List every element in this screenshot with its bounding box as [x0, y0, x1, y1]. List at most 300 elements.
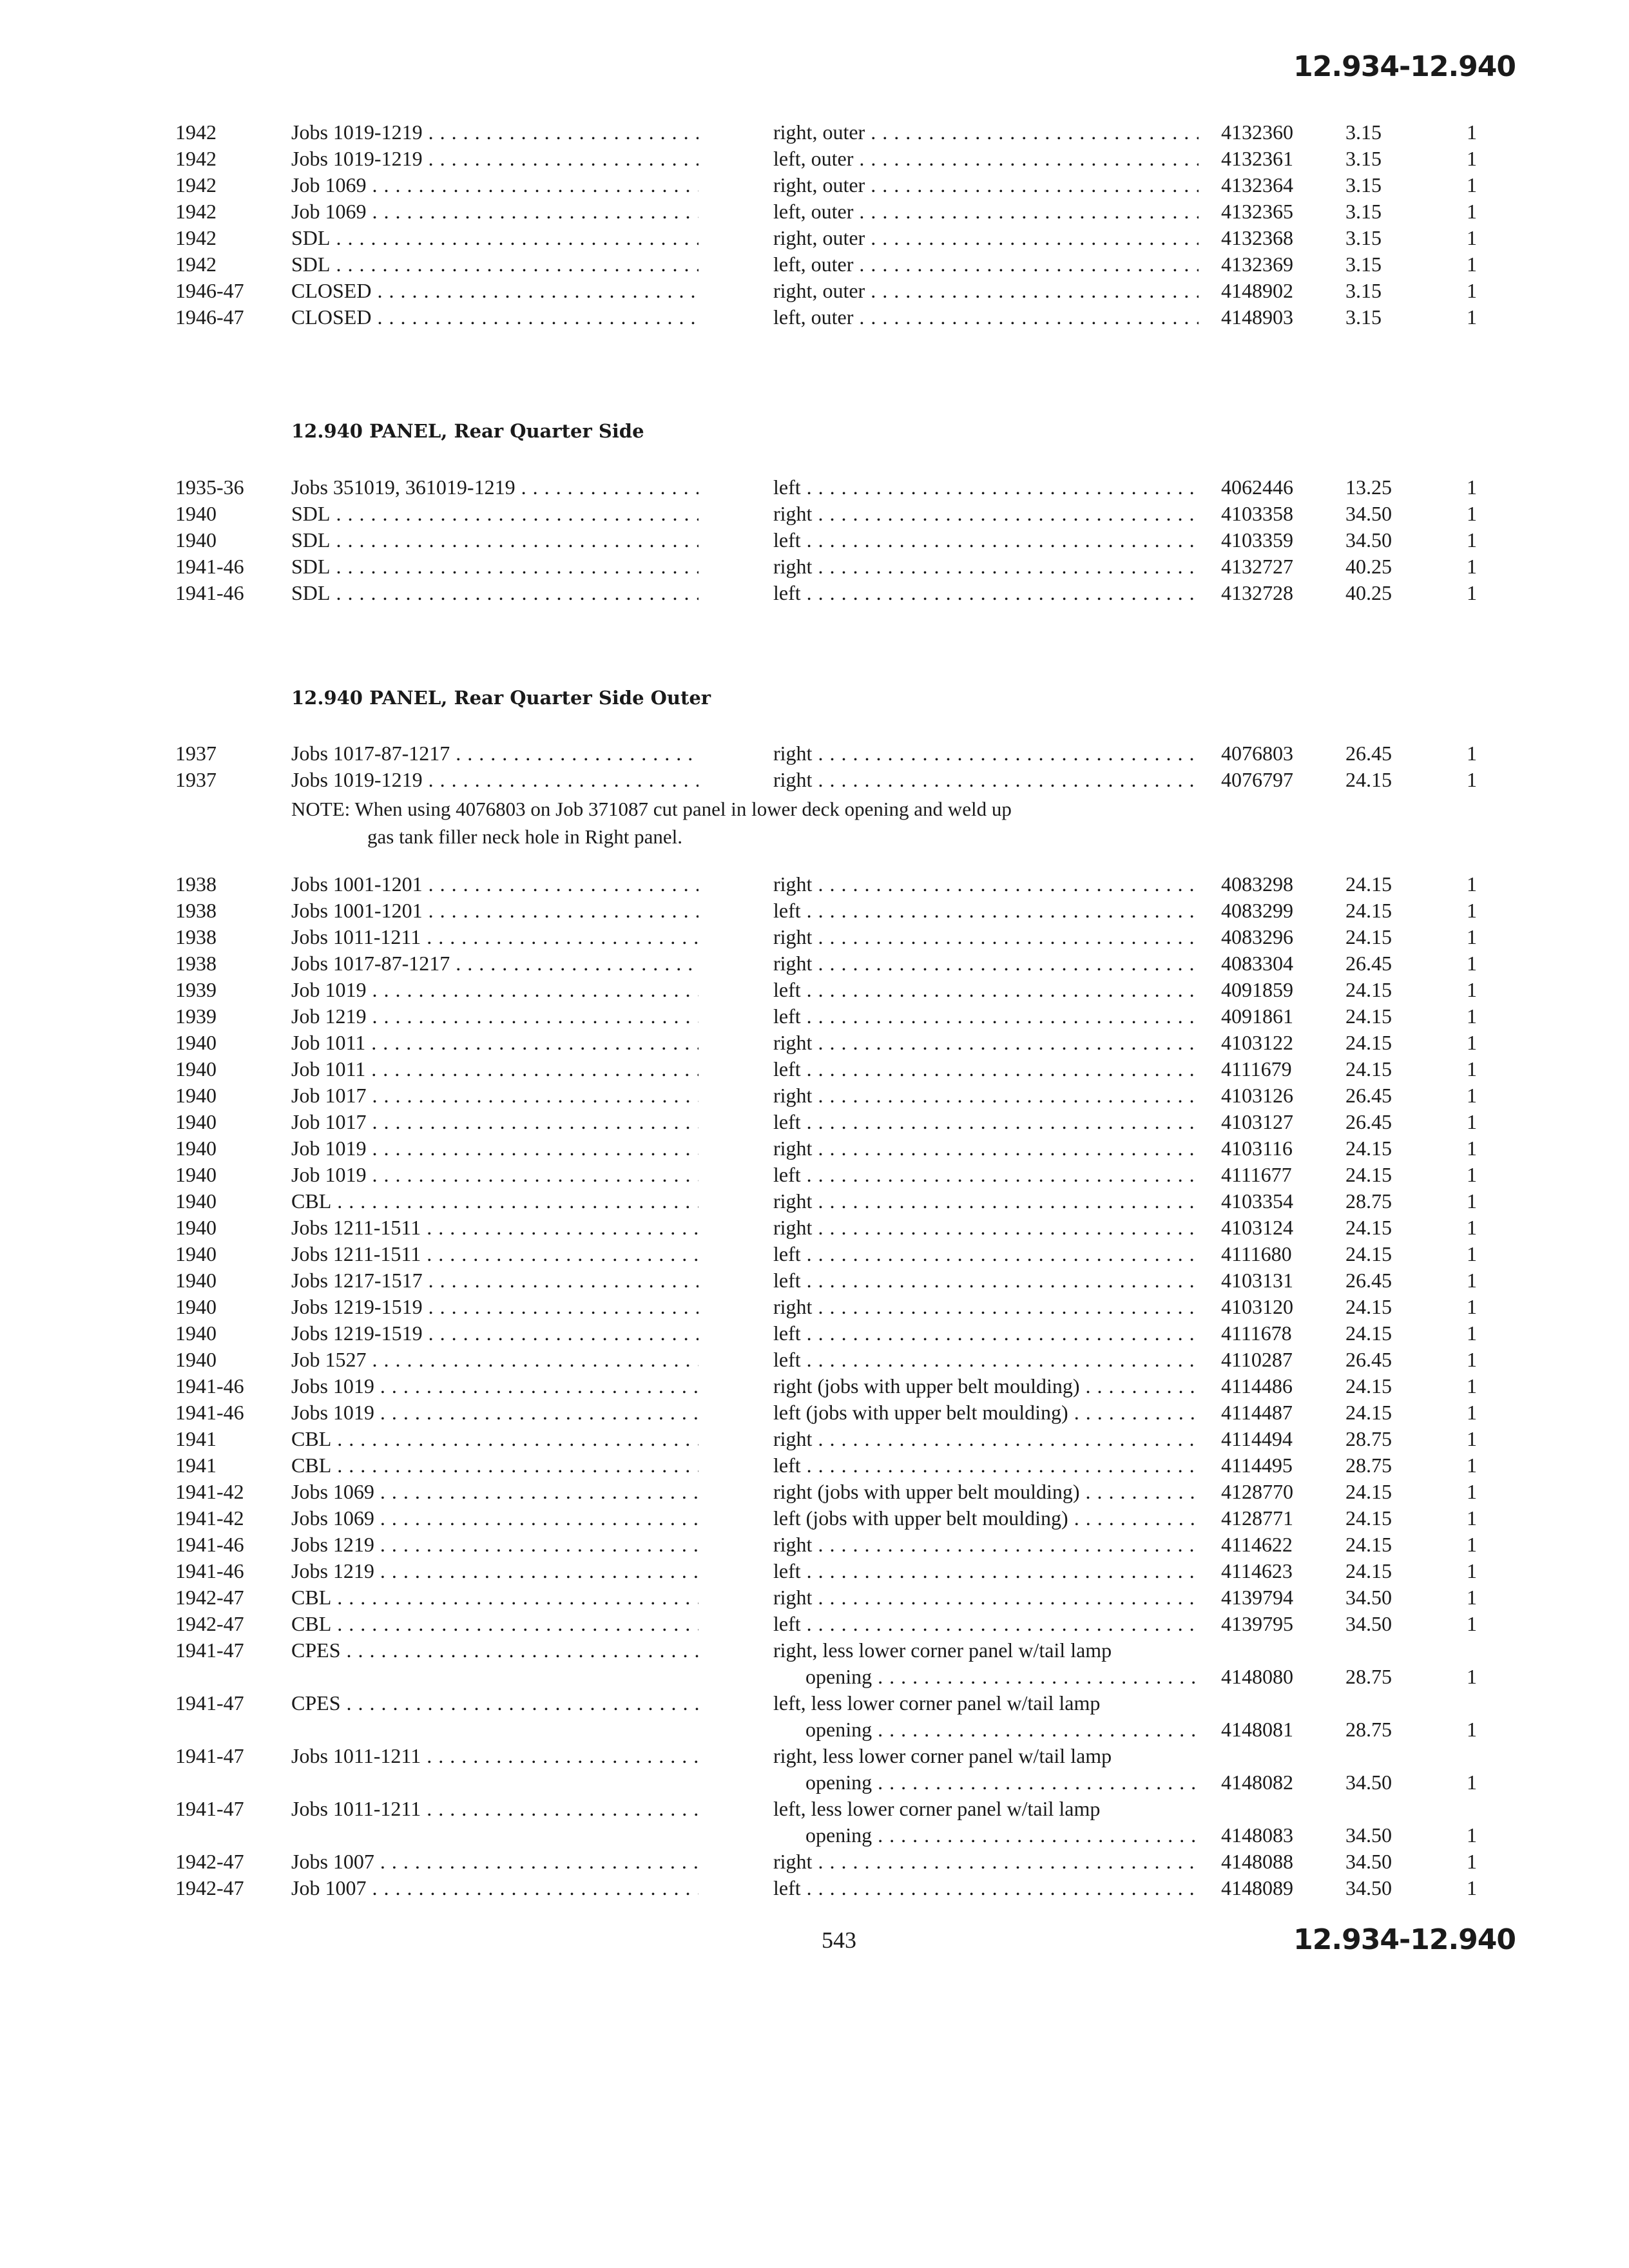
description-cell: left . . .: [773, 977, 1199, 1003]
page-header-code: 12.934-12.940: [1293, 50, 1516, 83]
description-line-1: right, less lower corner panel w/tail lamp: [773, 1639, 1112, 1662]
table-row: [0, 1162, 1629, 1188]
part-number-cell: 4148089: [1221, 1876, 1293, 1899]
job-cell: CBL . . .: [291, 1611, 699, 1637]
year-cell: 1940: [175, 1084, 217, 1107]
parts-table-rear-quarter-side-outer-d: [0, 1849, 1629, 1901]
part-number-cell: 4103354: [1221, 1189, 1293, 1213]
quantity-cell: 1: [1467, 925, 1477, 948]
quantity-cell: 1: [1467, 476, 1477, 499]
part-number-cell: 4083304: [1221, 952, 1293, 975]
page-number: 543: [822, 1927, 856, 1953]
description-cell: left, outer . . .: [773, 146, 1199, 172]
table-row: [0, 198, 1629, 225]
year-cell: 1942-47: [175, 1612, 244, 1635]
year-cell: 1938: [175, 952, 217, 975]
job-cell: Jobs 1019-1219 . . .: [291, 146, 699, 172]
description-cell: left . . .: [773, 898, 1199, 924]
table-row: [0, 1558, 1629, 1584]
part-number-cell: 4132365: [1221, 200, 1293, 223]
quantity-cell: 1: [1467, 120, 1477, 144]
table-row: [0, 1399, 1629, 1426]
quantity-cell: 1: [1467, 1269, 1477, 1292]
job-cell: Jobs 1011-1211 . . .: [291, 1743, 699, 1769]
job-cell: Jobs 1011-1211 . . .: [291, 924, 699, 950]
price-cell: 24.15: [1345, 899, 1392, 922]
job-cell: Jobs 1019-1219 . . .: [291, 119, 699, 146]
description-cell: right (jobs with upper belt moulding) . . .: [773, 1373, 1199, 1399]
description-cell: right, outer . . .: [773, 225, 1199, 251]
job-cell: Jobs 1019 . . .: [291, 1373, 699, 1399]
table-row: [0, 251, 1629, 278]
table-row: [0, 278, 1629, 304]
year-cell: 1937: [175, 742, 217, 765]
price-cell: 24.15: [1345, 1374, 1392, 1398]
parts-table-top: [0, 119, 1629, 331]
table-row: [0, 553, 1629, 580]
section-title-rear-quarter-side: 12.940 PANEL, Rear Quarter Side: [291, 420, 644, 442]
description-cell: left . . .: [773, 1241, 1199, 1267]
quantity-cell: 1: [1467, 1876, 1477, 1899]
job-cell: CBL . . .: [291, 1584, 699, 1611]
year-cell: 1937: [175, 768, 217, 791]
price-cell: 3.15: [1345, 120, 1382, 144]
description-cell: right, outer . . .: [773, 119, 1199, 146]
description-cell: [773, 1637, 1199, 1690]
year-cell: 1938: [175, 872, 217, 896]
quantity-cell: 1: [1467, 872, 1477, 896]
price-cell: 24.15: [1345, 1559, 1392, 1582]
year-cell: 1941-47: [175, 1797, 244, 1820]
description-cell: right . . .: [773, 740, 1199, 767]
job-cell: SDL . . .: [291, 501, 699, 527]
year-cell: 1939: [175, 1004, 217, 1028]
description-cell: left . . .: [773, 1320, 1199, 1347]
job-cell: Jobs 1069 . . .: [291, 1505, 699, 1532]
description-cell: right . . .: [773, 1584, 1199, 1611]
job-cell: Jobs 1017-87-1217 . . .: [291, 740, 699, 767]
year-cell: 1942: [175, 226, 217, 249]
table-row: [0, 1452, 1629, 1479]
part-number-cell: 4103358: [1221, 502, 1293, 525]
description-cell: right . . .: [773, 1082, 1199, 1109]
table-row: [0, 225, 1629, 251]
quantity-cell: 1: [1467, 1612, 1477, 1635]
description-line-1: left, less lower corner panel w/tail lamp: [773, 1691, 1101, 1715]
job-cell: CPES . . .: [291, 1690, 699, 1716]
description-cell: left . . .: [773, 527, 1199, 553]
part-number-cell: 4148082: [1221, 1771, 1293, 1794]
table-row: [0, 1056, 1629, 1082]
price-cell: 3.15: [1345, 200, 1382, 223]
table-row: [0, 1347, 1629, 1373]
job-cell: Jobs 1001-1201 . . .: [291, 871, 699, 898]
quantity-cell: 1: [1467, 1295, 1477, 1318]
part-number-cell: 4062446: [1221, 476, 1293, 499]
quantity-cell: 1: [1467, 1242, 1477, 1265]
price-cell: 34.50: [1345, 1586, 1392, 1609]
job-cell: CBL . . .: [291, 1188, 699, 1215]
part-number-cell: 4103126: [1221, 1084, 1293, 1107]
part-number-cell: 4103359: [1221, 528, 1293, 552]
quantity-cell: 1: [1467, 1057, 1477, 1081]
quantity-cell: 1: [1467, 581, 1477, 604]
table-row: [0, 1082, 1629, 1109]
part-number-cell: 4111678: [1221, 1321, 1292, 1345]
job-cell: Job 1011 . . .: [291, 1030, 699, 1056]
quantity-cell: 1: [1467, 1163, 1477, 1186]
job-cell: Job 1017 . . .: [291, 1082, 699, 1109]
year-cell: 1941-46: [175, 1559, 244, 1582]
job-cell: SDL . . .: [291, 225, 699, 251]
price-cell: 3.15: [1345, 305, 1382, 329]
table-row: [0, 172, 1629, 198]
year-cell: 1938: [175, 899, 217, 922]
quantity-cell: 1: [1467, 768, 1477, 791]
year-cell: 1942: [175, 200, 217, 223]
job-cell: CPES . . .: [291, 1637, 699, 1664]
quantity-cell: 1: [1467, 978, 1477, 1001]
year-cell: 1940: [175, 1269, 217, 1292]
description-cell: left . . .: [773, 1347, 1199, 1373]
part-number-cell: 4132727: [1221, 555, 1293, 578]
price-cell: 3.15: [1345, 279, 1382, 302]
price-cell: 3.15: [1345, 253, 1382, 276]
part-number-cell: 4114622: [1221, 1533, 1293, 1556]
price-cell: 24.15: [1345, 1533, 1392, 1556]
quantity-cell: 1: [1467, 1559, 1477, 1582]
part-number-cell: 4114487: [1221, 1401, 1293, 1424]
job-cell: CLOSED . . .: [291, 304, 699, 331]
part-number-cell: 4148080: [1221, 1665, 1293, 1688]
description-cell: right . . .: [773, 924, 1199, 950]
quantity-cell: 1: [1467, 1084, 1477, 1107]
price-cell: 34.50: [1345, 1612, 1392, 1635]
table-row: [0, 1030, 1629, 1056]
table-row: [0, 977, 1629, 1003]
price-cell: 24.15: [1345, 1295, 1392, 1318]
description-cell: [773, 1690, 1199, 1743]
year-cell: 1942-47: [175, 1876, 244, 1899]
page-footer-code: 12.934-12.940: [1293, 1923, 1516, 1956]
job-cell: Jobs 1211-1511 . . .: [291, 1215, 699, 1241]
quantity-cell: 1: [1467, 1718, 1477, 1741]
price-cell: 24.15: [1345, 1480, 1392, 1503]
description-cell: right . . .: [773, 1294, 1199, 1320]
description-cell: right . . .: [773, 1532, 1199, 1558]
part-number-cell: 4103122: [1221, 1031, 1293, 1054]
price-cell: 3.15: [1345, 173, 1382, 197]
description-line-2: opening . . .: [773, 1664, 1199, 1690]
quantity-cell: 1: [1467, 952, 1477, 975]
description-cell: left (jobs with upper belt moulding) . . .: [773, 1399, 1199, 1426]
description-cell: right . . .: [773, 553, 1199, 580]
year-cell: 1941-46: [175, 1401, 244, 1424]
description-cell: left . . .: [773, 1003, 1199, 1030]
table-row: [0, 924, 1629, 950]
quantity-cell: 1: [1467, 502, 1477, 525]
table-row: [0, 1294, 1629, 1320]
quantity-cell: 1: [1467, 1850, 1477, 1873]
price-cell: 26.45: [1345, 952, 1392, 975]
job-cell: CBL . . .: [291, 1452, 699, 1479]
price-cell: 3.15: [1345, 226, 1382, 249]
job-cell: Job 1019 . . .: [291, 1162, 699, 1188]
quantity-cell: 1: [1467, 173, 1477, 197]
description-cell: left . . .: [773, 1558, 1199, 1584]
quantity-cell: 1: [1467, 1031, 1477, 1054]
year-cell: 1940: [175, 1242, 217, 1265]
part-number-cell: 4076803: [1221, 742, 1293, 765]
price-cell: 13.25: [1345, 476, 1392, 499]
part-number-cell: 4139795: [1221, 1612, 1293, 1635]
price-cell: 26.45: [1345, 1269, 1392, 1292]
year-cell: 1941-42: [175, 1506, 244, 1530]
quantity-cell: 1: [1467, 1771, 1477, 1794]
job-cell: CLOSED . . .: [291, 278, 699, 304]
quantity-cell: 1: [1467, 555, 1477, 578]
description-cell: left . . .: [773, 1162, 1199, 1188]
quantity-cell: 1: [1467, 1321, 1477, 1345]
part-number-cell: 4076797: [1221, 768, 1293, 791]
part-number-cell: 4083299: [1221, 899, 1293, 922]
job-cell: Job 1017 . . .: [291, 1109, 699, 1135]
quantity-cell: 1: [1467, 1110, 1477, 1133]
description-cell: right . . .: [773, 1135, 1199, 1162]
part-number-cell: 4103127: [1221, 1110, 1293, 1133]
parts-table-rear-quarter-side-outer-a: [0, 740, 1629, 793]
part-number-cell: 4114486: [1221, 1374, 1293, 1398]
year-cell: 1940: [175, 502, 217, 525]
year-cell: 1941-47: [175, 1639, 244, 1662]
table-row: [0, 1267, 1629, 1294]
year-cell: 1940: [175, 1189, 217, 1213]
part-number-cell: 4103116: [1221, 1137, 1293, 1160]
part-number-cell: 4128770: [1221, 1480, 1293, 1503]
part-number-cell: 4148902: [1221, 279, 1293, 302]
year-cell: 1940: [175, 1137, 217, 1160]
description-line-1: left, less lower corner panel w/tail lamp: [773, 1797, 1101, 1820]
price-cell: 34.50: [1345, 1771, 1392, 1794]
quantity-cell: 1: [1467, 253, 1477, 276]
quantity-cell: 1: [1467, 1004, 1477, 1028]
part-number-cell: 4103131: [1221, 1269, 1293, 1292]
job-cell: Job 1007 . . .: [291, 1875, 699, 1901]
table-row: [0, 1003, 1629, 1030]
table-row: [0, 1690, 1629, 1743]
job-cell: Jobs 1211-1511 . . .: [291, 1241, 699, 1267]
job-cell: Jobs 1011-1211 . . .: [291, 1796, 699, 1822]
price-cell: 40.25: [1345, 555, 1392, 578]
job-cell: Jobs 1007 . . .: [291, 1849, 699, 1875]
year-cell: 1940: [175, 1348, 217, 1371]
part-number-cell: 4128771: [1221, 1506, 1293, 1530]
quantity-cell: 1: [1467, 279, 1477, 302]
quantity-cell: 1: [1467, 1137, 1477, 1160]
note-block: [0, 795, 1213, 850]
table-row: [0, 527, 1629, 553]
part-number-cell: 4111677: [1221, 1163, 1292, 1186]
description-cell: left . . .: [773, 580, 1199, 606]
description-cell: left . . .: [773, 1875, 1199, 1901]
description-cell: left, outer . . .: [773, 198, 1199, 225]
price-cell: 24.15: [1345, 872, 1392, 896]
job-cell: Job 1019 . . .: [291, 1135, 699, 1162]
year-cell: 1938: [175, 925, 217, 948]
part-number-cell: 4091859: [1221, 978, 1293, 1001]
price-cell: 3.15: [1345, 147, 1382, 170]
job-cell: Jobs 1019 . . .: [291, 1399, 699, 1426]
description-cell: left . . .: [773, 1611, 1199, 1637]
part-number-cell: 4091861: [1221, 1004, 1293, 1028]
quantity-cell: 1: [1467, 1665, 1477, 1688]
job-cell: Job 1069 . . .: [291, 198, 699, 225]
quantity-cell: 1: [1467, 742, 1477, 765]
table-row: [0, 304, 1629, 331]
description-cell: left, outer . . .: [773, 304, 1199, 331]
year-cell: 1942-47: [175, 1586, 244, 1609]
description-line-2: opening . . .: [773, 1716, 1199, 1743]
parts-table-rear-quarter-side-outer-b: [0, 871, 1629, 1637]
price-cell: 24.15: [1345, 1163, 1392, 1186]
price-cell: 24.15: [1345, 1321, 1392, 1345]
table-row: [0, 950, 1629, 977]
description-cell: right . . .: [773, 1215, 1199, 1241]
price-cell: 28.75: [1345, 1665, 1392, 1688]
job-cell: CBL . . .: [291, 1426, 699, 1452]
table-row: [0, 1611, 1629, 1637]
table-row: [0, 580, 1629, 606]
year-cell: 1941-46: [175, 1533, 244, 1556]
description-cell: right . . .: [773, 1849, 1199, 1875]
year-cell: 1939: [175, 978, 217, 1001]
price-cell: 24.15: [1345, 1057, 1392, 1081]
job-cell: Jobs 1001-1201 . . .: [291, 898, 699, 924]
part-number-cell: 4132364: [1221, 173, 1293, 197]
year-cell: 1941-42: [175, 1480, 244, 1503]
year-cell: 1941-46: [175, 555, 244, 578]
job-cell: Job 1069 . . .: [291, 172, 699, 198]
parts-table-rear-quarter-side-outer-c: [0, 1637, 1629, 1849]
part-number-cell: 4132368: [1221, 226, 1293, 249]
quantity-cell: 1: [1467, 1427, 1477, 1450]
job-cell: Jobs 351019, 361019-1219 . . .: [291, 474, 699, 501]
year-cell: 1940: [175, 1216, 217, 1239]
part-number-cell: 4148083: [1221, 1823, 1293, 1847]
table-row: [0, 1637, 1629, 1690]
job-cell: SDL . . .: [291, 553, 699, 580]
quantity-cell: 1: [1467, 1533, 1477, 1556]
description-cell: left, outer . . .: [773, 251, 1199, 278]
parts-table-rear-quarter-side: [0, 474, 1629, 606]
quantity-cell: 1: [1467, 1454, 1477, 1477]
price-cell: 24.15: [1345, 1004, 1392, 1028]
job-cell: Jobs 1219-1519 . . .: [291, 1294, 699, 1320]
year-cell: 1946-47: [175, 305, 244, 329]
job-cell: Jobs 1219 . . .: [291, 1532, 699, 1558]
part-number-cell: 4103120: [1221, 1295, 1293, 1318]
quantity-cell: 1: [1467, 200, 1477, 223]
quantity-cell: 1: [1467, 226, 1477, 249]
part-number-cell: 4114623: [1221, 1559, 1293, 1582]
description-cell: [773, 1796, 1199, 1849]
job-cell: Jobs 1069 . . .: [291, 1479, 699, 1505]
part-number-cell: 4148903: [1221, 305, 1293, 329]
job-cell: Jobs 1219-1519 . . .: [291, 1320, 699, 1347]
year-cell: 1935-36: [175, 476, 244, 499]
table-row: [0, 1505, 1629, 1532]
part-number-cell: 4111680: [1221, 1242, 1292, 1265]
table-row: [0, 1109, 1629, 1135]
table-row: [0, 1479, 1629, 1505]
quantity-cell: 1: [1467, 1189, 1477, 1213]
year-cell: 1941-47: [175, 1744, 244, 1767]
year-cell: 1942-47: [175, 1850, 244, 1873]
part-number-cell: 4148081: [1221, 1718, 1293, 1741]
price-cell: 28.75: [1345, 1189, 1392, 1213]
description-cell: left . . .: [773, 474, 1199, 501]
table-row: [0, 1875, 1629, 1901]
part-number-cell: 4114494: [1221, 1427, 1293, 1450]
table-row: [0, 146, 1629, 172]
part-number-cell: 4110287: [1221, 1348, 1293, 1371]
job-cell: Job 1011 . . .: [291, 1056, 699, 1082]
description-cell: right . . .: [773, 871, 1199, 898]
year-cell: 1940: [175, 1031, 217, 1054]
table-row: [0, 740, 1629, 767]
description-cell: right . . .: [773, 1188, 1199, 1215]
table-row: [0, 898, 1629, 924]
table-row: [0, 1426, 1629, 1452]
year-cell: 1941: [175, 1427, 217, 1450]
quantity-cell: 1: [1467, 1374, 1477, 1398]
description-cell: right (jobs with upper belt moulding) . . .: [773, 1479, 1199, 1505]
table-row: [0, 474, 1629, 501]
part-number-cell: 4132728: [1221, 581, 1293, 604]
price-cell: 26.45: [1345, 1348, 1392, 1371]
table-row: [0, 1188, 1629, 1215]
description-cell: right . . .: [773, 1426, 1199, 1452]
price-cell: 26.45: [1345, 1110, 1392, 1133]
price-cell: 34.50: [1345, 502, 1392, 525]
job-cell: Job 1527 . . .: [291, 1347, 699, 1373]
quantity-cell: 1: [1467, 305, 1477, 329]
table-row: [0, 119, 1629, 146]
price-cell: 24.15: [1345, 1216, 1392, 1239]
job-cell: Job 1219 . . .: [291, 1003, 699, 1030]
year-cell: 1942: [175, 173, 217, 197]
part-number-cell: 4111679: [1221, 1057, 1292, 1081]
table-row: [0, 1849, 1629, 1875]
price-cell: 28.75: [1345, 1454, 1392, 1477]
part-number-cell: 4103124: [1221, 1216, 1293, 1239]
table-row: [0, 1796, 1629, 1849]
quantity-cell: 1: [1467, 1586, 1477, 1609]
price-cell: 34.50: [1345, 1876, 1392, 1899]
price-cell: 24.15: [1345, 1242, 1392, 1265]
description-cell: right . . .: [773, 767, 1199, 793]
quantity-cell: 1: [1467, 1216, 1477, 1239]
table-row: [0, 1320, 1629, 1347]
quantity-cell: 1: [1467, 147, 1477, 170]
job-cell: Jobs 1017-87-1217 . . .: [291, 950, 699, 977]
price-cell: 24.15: [1345, 1401, 1392, 1424]
price-cell: 24.15: [1345, 925, 1392, 948]
quantity-cell: 1: [1467, 1506, 1477, 1530]
price-cell: 28.75: [1345, 1718, 1392, 1741]
table-row: [0, 1743, 1629, 1796]
year-cell: 1940: [175, 1110, 217, 1133]
